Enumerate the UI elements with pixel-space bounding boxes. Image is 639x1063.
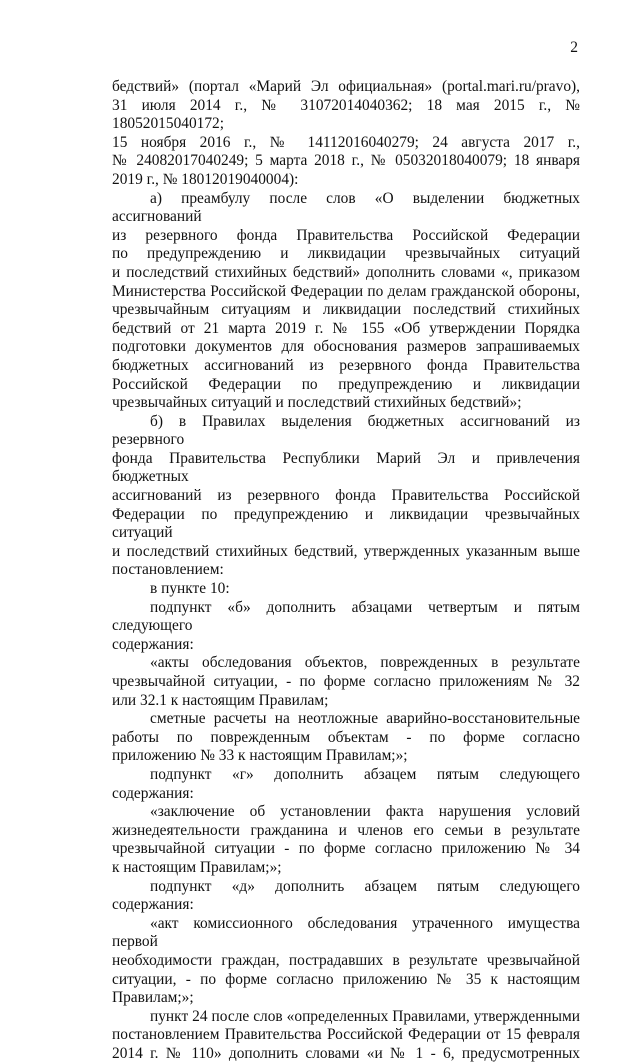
text-line: чрезвычайной ситуации - по форме согласно приложению № 34 [112, 840, 580, 858]
text-line: и последствий стихийных бедствий» дополнить словами «, приказом [112, 263, 580, 281]
text-line: ситуации, - по форме согласно приложению № 35 к настоящим [112, 970, 580, 988]
text-line: в пункте 10: [150, 580, 230, 598]
text-line: подпункт «г» дополнить абзацем пятым следующего содержания: [112, 765, 580, 802]
text-line: содержания: [112, 635, 194, 653]
text-line: 2014 г. № 110» дополнить словами «и № 1 - 6, предусмотренных [112, 1044, 580, 1062]
page-number: 2 [570, 39, 578, 56]
text-line: 31 июля 2014 г., № 31072014040362; 18 мая 2015 г., № 18052015040172; [112, 96, 580, 133]
text-line: бюджетных ассигнований из резервного фонда Правительства [112, 356, 580, 374]
text-line: фонда Правительства Республики Марий Эл и привлечения бюджетных [112, 449, 580, 486]
text-line: а) преамбулу после слов «О выделении бюджетных ассигнований [112, 189, 580, 226]
text-line: Российской Федерации по предупреждению и ликвидации [112, 375, 580, 393]
text-line: постановлением Правительства Российской Федерации от 15 февраля [112, 1026, 580, 1044]
text-line: по предупреждению и ликвидации чрезвычайных ситуаций [112, 245, 580, 263]
text-line: подготовки документов для обоснования размеров запрашиваемых [112, 338, 580, 356]
text-line: работы по поврежденным объектам - по форме согласно [112, 728, 580, 746]
text-line: из резервного фонда Правительства Российской Федерации [112, 226, 580, 244]
text-line: Правилам;»; [112, 989, 194, 1007]
text-line: б) в Правилах выделения бюджетных ассигнований из резервного [112, 412, 580, 449]
text-line: постановлением: [112, 561, 224, 579]
text-line: необходимости граждан, пострадавших в результате чрезвычайной [112, 951, 580, 969]
text-line: подпункт «д» дополнить абзацем пятым следующего содержания: [112, 877, 580, 914]
text-line: сметные расчеты на неотложные аварийно-восстановительные [150, 710, 580, 728]
text-line: Министерства Российской Федерации по делам гражданской обороны, [112, 282, 580, 300]
text-line: подпункт «б» дополнить абзацами четвертым и пятым следующего [112, 598, 580, 635]
text-line: бедствий» (портал «Марий Эл официальная» (portal.mari.ru/pravo), [112, 78, 580, 95]
text-line: Федерации по предупреждению и ликвидации чрезвычайных ситуаций [112, 505, 580, 542]
text-line: 15 ноября 2016 г., № 14112016040279; 24 августа 2017 г., [112, 133, 580, 151]
text-line: бедствий от 21 марта 2019 г. № 155 «Об утверждении Порядка [112, 319, 580, 337]
text-line: ассигнований из резервного фонда Правительства Российской [112, 487, 580, 505]
text-line: «акт комиссионного обследования утраченного имущества первой [112, 914, 580, 951]
text-line: «акты обследования объектов, поврежденных в результате [150, 654, 580, 672]
text-line: жизнедеятельности гражданина и членов его семьи в результате [112, 821, 580, 839]
text-line: пункт 24 после слов «определенных Правилами, утвержденными [150, 1007, 580, 1025]
text-line: и последствий стихийных бедствий, утвержденных указанным выше [112, 542, 580, 560]
text-line: чрезвычайных ситуаций и последствий стихийных бедствий»; [112, 394, 522, 412]
text-line: № 24082017040249; 5 марта 2018 г., № 05032018040079; 18 января [112, 152, 580, 170]
text-line: чрезвычайным ситуациям и ликвидации последствий стихийных [112, 301, 580, 319]
text-line: чрезвычайной ситуации, - по форме согласно приложениям № 32 [112, 673, 580, 690]
text-line: или 32.1 к настоящим Правилам; [112, 691, 329, 709]
text-line: к настоящим Правилам;»; [112, 858, 282, 876]
document-body [112, 78, 580, 1063]
text-line: 2019 г., № 18012019040004): [112, 170, 299, 188]
text-line: «заключение об установлении факта нарушения условий [150, 803, 580, 821]
text-line: приложению № 33 к настоящим Правилам;»; [112, 747, 408, 765]
